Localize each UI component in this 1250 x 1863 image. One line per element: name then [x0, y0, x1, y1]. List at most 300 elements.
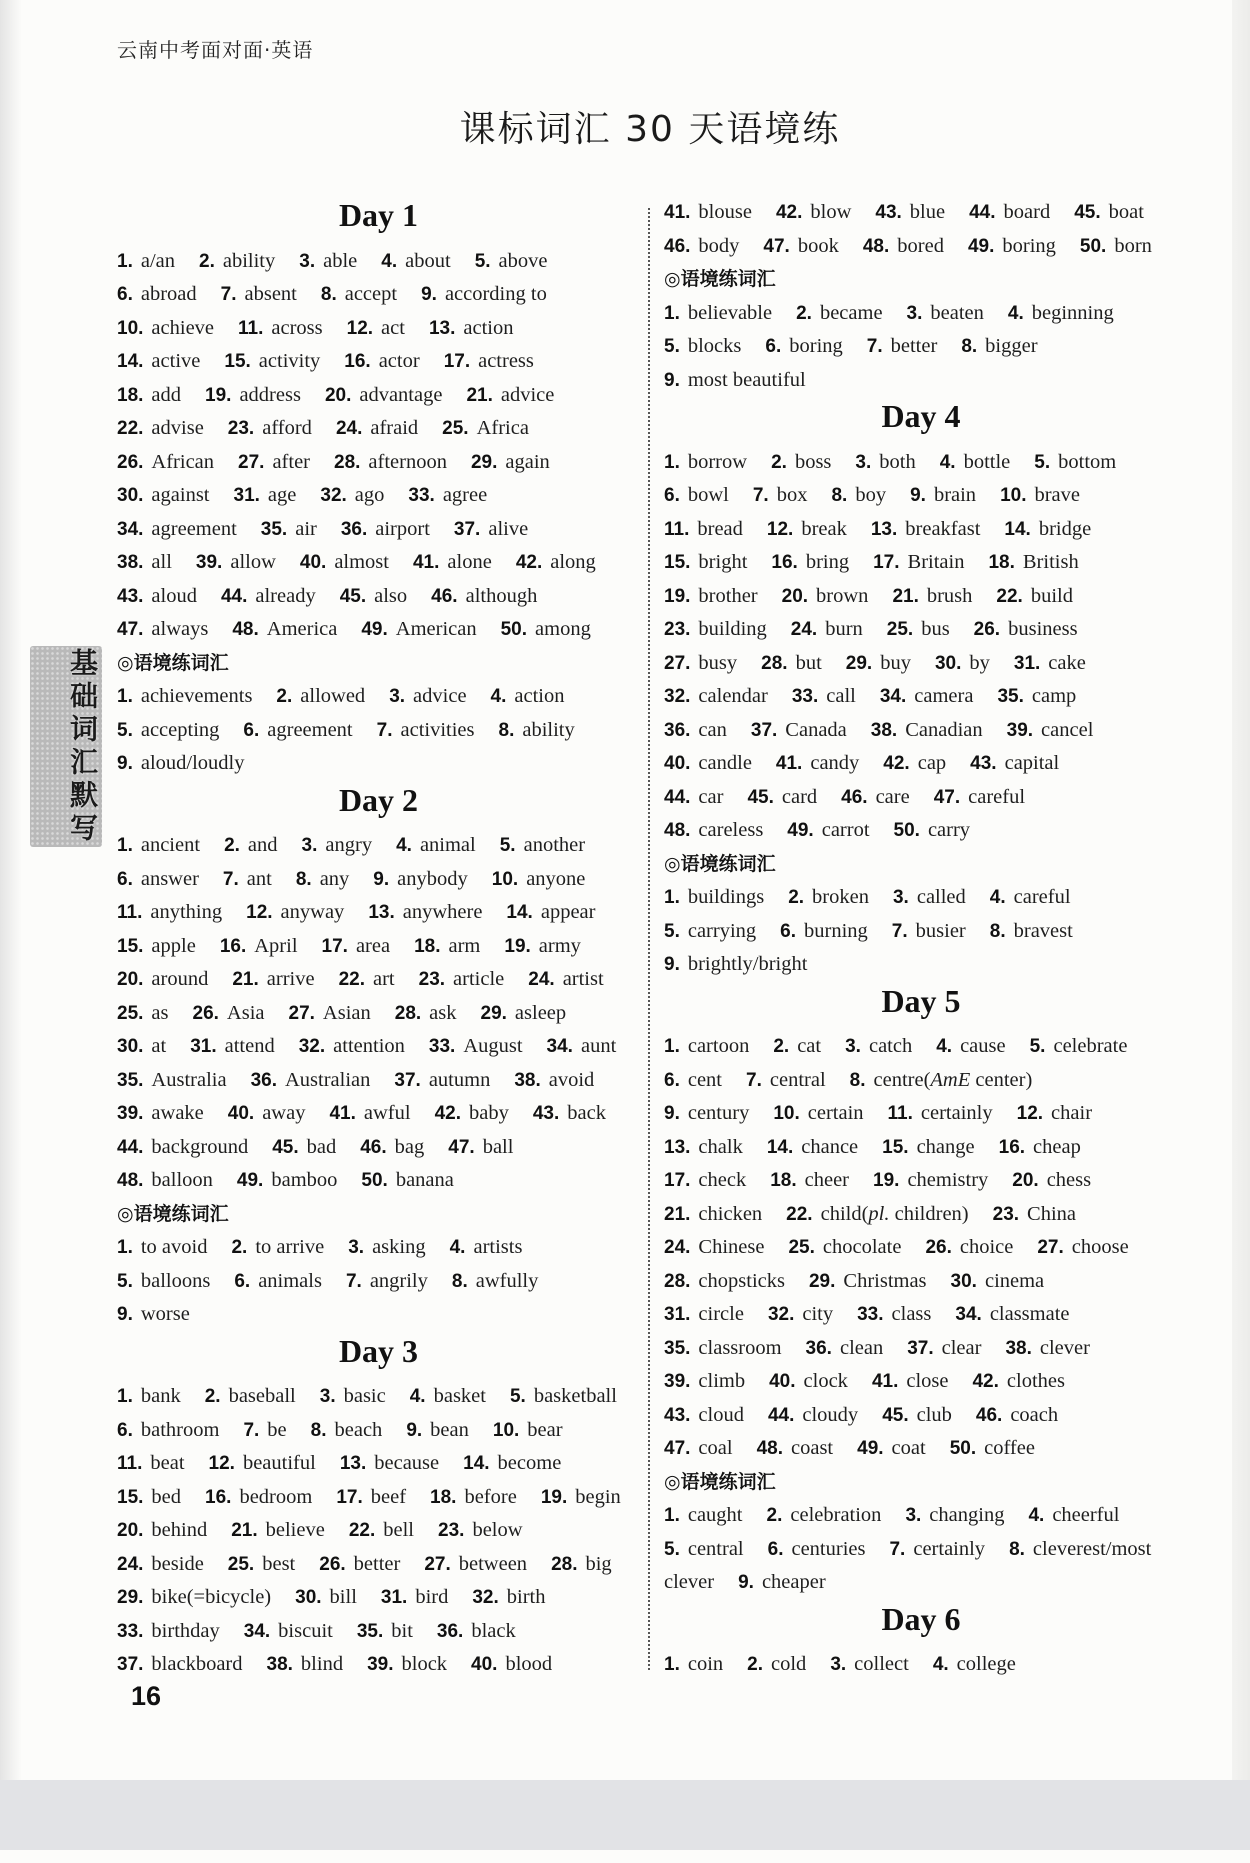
item-number: 3.	[855, 451, 872, 473]
item-number: 19.	[540, 1486, 568, 1508]
vocab-item	[940, 447, 1011, 481]
vocab-item	[346, 1266, 428, 1300]
item-word: black	[471, 1619, 516, 1642]
item-number: 9.	[910, 485, 926, 506]
item-word: coffee	[984, 1437, 1035, 1459]
item-number: 23.	[418, 969, 446, 990]
item-number: 10.	[492, 1419, 520, 1441]
item-word: bag	[394, 1135, 425, 1158]
item-number: 18.	[117, 384, 144, 406]
item-word: America	[266, 618, 338, 640]
item-word: balloons	[140, 1269, 211, 1292]
item-word: artists	[473, 1236, 523, 1258]
vocab-item	[117, 313, 214, 347]
item-number: 25.	[442, 418, 469, 439]
item-number: 36.	[250, 1069, 277, 1091]
item-number: 3.	[348, 1237, 365, 1258]
vocab-item	[664, 1266, 785, 1300]
item-word: by	[969, 651, 990, 674]
vocab-item	[776, 197, 851, 231]
vocab-item	[448, 1132, 513, 1166]
item-word: car	[698, 785, 724, 808]
item-number: 32.	[320, 485, 347, 506]
item-number: 11.	[664, 518, 690, 540]
item-word: animals	[258, 1269, 322, 1292]
item-word: coat	[891, 1437, 926, 1459]
page-number: 16	[131, 1681, 162, 1711]
item-word: agreement	[151, 517, 237, 540]
vocab-item	[344, 346, 419, 380]
item-word: class	[891, 1303, 932, 1325]
item-number: 24.	[335, 418, 363, 439]
item-number: 27.	[238, 451, 265, 473]
item-word: certainly	[913, 1537, 986, 1560]
vocab-item	[951, 1266, 1045, 1300]
item-word: bird	[415, 1586, 449, 1608]
vocab-item	[205, 1482, 312, 1516]
vocab-item	[406, 1415, 469, 1449]
item-word: certainly	[920, 1102, 993, 1124]
item-number: 7.	[891, 920, 908, 942]
vocab-row	[117, 1649, 640, 1683]
vocab-item	[349, 1515, 414, 1549]
item-word: most beautiful	[687, 368, 806, 391]
item-word: between	[458, 1552, 528, 1575]
vocab-item	[199, 246, 275, 280]
item-number: 10.	[117, 317, 144, 339]
item-number: 10.	[1000, 485, 1027, 506]
item-word: chalk	[698, 1135, 743, 1158]
item-word: blow	[810, 201, 852, 223]
vocab-row	[664, 681, 1178, 715]
item-word: August	[463, 1035, 523, 1057]
item-word: boat	[1108, 201, 1144, 223]
item-word: bank	[140, 1385, 181, 1407]
item-word: before	[464, 1485, 517, 1508]
item-number: 47.	[448, 1136, 475, 1158]
item-word: cartoon	[687, 1035, 750, 1057]
vocab-row	[117, 964, 640, 998]
item-number: 18.	[988, 552, 1015, 573]
item-word: both	[879, 450, 916, 473]
item-word: birth	[506, 1586, 546, 1608]
vocab-item	[872, 1366, 949, 1400]
item-word: brightly/bright	[687, 953, 808, 975]
vocab-item	[997, 681, 1076, 715]
item-number: 15.	[664, 552, 691, 573]
item-word: clean	[839, 1336, 884, 1359]
vocab-item	[664, 782, 723, 816]
item-number: 4.	[1007, 302, 1024, 324]
item-number: 5.	[509, 1386, 526, 1407]
item-word: better	[353, 1552, 401, 1575]
item-number: 11.	[238, 317, 264, 339]
item-word: blue	[909, 201, 946, 223]
item-number: 31.	[190, 1036, 217, 1057]
item-number: 2.	[771, 451, 787, 473]
vocab-item	[768, 1299, 833, 1333]
item-number: 45.	[272, 1136, 299, 1158]
item-number: 47.	[933, 786, 961, 808]
item-number: 13.	[664, 1136, 691, 1158]
item-word: according to	[444, 283, 547, 305]
vocab-item	[450, 1232, 523, 1266]
item-number: 29.	[117, 1587, 144, 1608]
item-word: Canada	[785, 718, 847, 741]
vocab-item	[763, 231, 838, 265]
vocab-item	[299, 1031, 405, 1065]
item-number: 2.	[766, 1505, 783, 1526]
item-number: 41.	[871, 1371, 899, 1392]
item-number: 47.	[117, 619, 144, 640]
context-practice-heading: ◎语境练词汇	[664, 1470, 776, 1493]
vocab-item	[1080, 231, 1152, 265]
item-word-italic: pl.	[868, 1202, 890, 1225]
item-word: collect	[854, 1653, 909, 1675]
vocab-item	[664, 514, 743, 548]
item-word: cat	[797, 1035, 822, 1057]
item-word: brain	[933, 484, 977, 506]
item-word: because	[374, 1452, 440, 1474]
vocab-item	[893, 882, 966, 916]
item-word: Canadian	[905, 718, 983, 741]
item-word: bedroom	[239, 1485, 313, 1508]
vocab-item	[664, 916, 756, 950]
vocab-item	[117, 447, 214, 481]
item-number: 3.	[299, 250, 316, 272]
item-word: brave	[1034, 484, 1081, 506]
vocab-item	[334, 447, 447, 481]
vocab-item	[888, 1098, 993, 1132]
vocab-item	[933, 1649, 1016, 1683]
vocab-item	[664, 748, 752, 782]
vocab-item	[880, 681, 974, 715]
item-number: 43.	[532, 1103, 560, 1124]
vocab-item	[117, 1132, 248, 1166]
item-word: basket	[433, 1385, 486, 1407]
item-word: centre(	[873, 1068, 931, 1091]
item-word: camp	[1031, 685, 1077, 707]
vocab-item	[396, 830, 476, 864]
item-number: 39.	[367, 1654, 394, 1675]
vocab-item	[664, 231, 739, 265]
item-word: afford	[262, 417, 312, 439]
vocab-row	[664, 514, 1178, 548]
item-number: 41.	[412, 552, 440, 573]
item-number: 19.	[205, 384, 232, 406]
item-number: 3.	[845, 1036, 861, 1057]
item-word: clothes	[1006, 1370, 1065, 1392]
vocab-item	[1009, 1534, 1151, 1568]
vocab-item	[974, 614, 1078, 648]
vocab-item	[320, 1381, 386, 1415]
item-word: circle	[698, 1303, 744, 1325]
item-number: 3.	[319, 1386, 336, 1407]
item-number: 4.	[936, 1036, 953, 1057]
vocab-item	[767, 1500, 882, 1534]
item-number: 10.	[491, 868, 519, 890]
item-word: better	[890, 335, 938, 357]
vocab-item	[499, 715, 575, 749]
item-number: 45.	[747, 786, 774, 808]
item-number: 48.	[664, 820, 691, 841]
item-word: careful	[968, 785, 1026, 808]
vocab-item	[830, 1649, 909, 1683]
vocab-item	[289, 998, 371, 1032]
item-word: coin	[687, 1653, 724, 1675]
vocab-item	[117, 1031, 166, 1065]
item-word: around	[151, 968, 209, 990]
vocab-row	[664, 231, 1178, 265]
vocab-item	[413, 547, 492, 581]
item-word: to avoid	[140, 1236, 208, 1258]
item-word: China	[1027, 1202, 1077, 1225]
vocab-item	[664, 1433, 733, 1467]
item-word: burning	[804, 919, 868, 942]
item-number: 28.	[334, 451, 361, 473]
item-number: 18.	[414, 935, 441, 957]
item-number: 40.	[471, 1654, 498, 1675]
item-word: bigger	[985, 335, 1038, 357]
item-word: bowl	[687, 484, 729, 506]
vocab-row	[117, 1266, 640, 1300]
item-number: 14.	[1004, 518, 1031, 540]
item-number: 6.	[767, 1538, 784, 1560]
vocab-item	[117, 1098, 204, 1132]
item-word: bill	[329, 1586, 357, 1608]
vocab-item	[361, 1165, 453, 1199]
item-number: 35.	[117, 1069, 144, 1091]
item-number: 5.	[474, 250, 491, 272]
vocab-item	[993, 1199, 1076, 1233]
vocab-item	[348, 1232, 425, 1266]
vocab-item	[267, 1649, 344, 1683]
item-number: 50.	[361, 1170, 388, 1191]
vocab-item	[302, 830, 373, 864]
item-word: autumn	[428, 1068, 491, 1091]
item-number: 25.	[886, 619, 914, 640]
item-word: along	[550, 551, 596, 573]
item-word: agree	[442, 484, 488, 506]
vocab-row	[117, 413, 640, 447]
item-word: college	[956, 1653, 1016, 1675]
item-word: apple	[151, 934, 196, 957]
vocab-row	[117, 748, 640, 782]
item-word: climb	[698, 1370, 746, 1392]
vocab-item	[1037, 1232, 1128, 1266]
item-number: 50.	[1079, 235, 1107, 257]
vocab-item	[796, 298, 882, 332]
item-word: book	[797, 234, 839, 257]
item-word: actor	[378, 350, 420, 372]
item-number: 3.	[389, 686, 406, 707]
item-number: 9.	[664, 369, 680, 391]
item-word: clear	[941, 1336, 982, 1359]
item-word: catch	[868, 1035, 913, 1057]
item-word: beach	[334, 1418, 383, 1441]
item-number: 33.	[408, 485, 435, 506]
item-number: 45.	[882, 1404, 909, 1426]
item-word: another	[523, 834, 586, 856]
item-word: cheer	[804, 1169, 850, 1191]
vocab-row	[664, 480, 1178, 514]
vocab-item	[408, 480, 487, 514]
vocab-item	[424, 1549, 527, 1583]
item-number: 15.	[224, 351, 251, 372]
vocab-item	[322, 931, 391, 965]
item-number: 34.	[243, 1620, 271, 1642]
item-word: ability	[522, 718, 575, 741]
vocab-item	[910, 480, 976, 514]
item-number: 20.	[781, 585, 809, 607]
item-word: African	[151, 450, 215, 473]
vocab-item	[857, 1433, 926, 1467]
vocab-item	[321, 279, 397, 313]
item-word: celebrate	[1053, 1035, 1128, 1057]
vocab-row	[664, 1031, 1178, 1065]
vocab-row	[117, 581, 640, 615]
vocab-item	[395, 998, 457, 1032]
vocab-item	[117, 715, 219, 749]
item-number: 37.	[394, 1069, 421, 1091]
item-word: city	[802, 1303, 834, 1325]
item-word: asleep	[514, 1001, 567, 1024]
item-number: 1.	[664, 887, 680, 908]
item-word: activities	[400, 718, 475, 741]
item-number: 29.	[845, 652, 873, 674]
item-word: cancel	[1041, 718, 1094, 741]
item-number: 7.	[376, 719, 393, 741]
item-word: anywhere	[402, 901, 483, 923]
vocab-item	[889, 1534, 985, 1568]
vocab-item	[221, 581, 316, 615]
item-word: can	[698, 718, 727, 741]
item-word: became	[819, 301, 883, 324]
item-number: 29.	[480, 1002, 507, 1024]
vocab-item	[664, 1567, 714, 1601]
item-number: 20.	[1012, 1170, 1039, 1191]
vocab-item	[664, 1366, 745, 1400]
item-number: 34.	[955, 1304, 982, 1325]
vocab-row	[664, 815, 1178, 849]
item-number: 24.	[528, 969, 555, 990]
item-word: anyway	[280, 901, 345, 923]
vocab-item	[117, 748, 245, 782]
vocab-item	[234, 1266, 322, 1300]
vocab-item	[117, 1649, 243, 1683]
item-word: bored	[897, 234, 944, 257]
vocab-row	[664, 1165, 1178, 1199]
item-number: 28.	[551, 1553, 578, 1575]
item-word: buy	[880, 651, 911, 674]
item-number: 18.	[770, 1170, 797, 1191]
item-number: 2.	[747, 1654, 764, 1675]
item-number: 49.	[967, 235, 995, 257]
item-number: 8.	[320, 284, 337, 305]
item-number: 31.	[380, 1587, 408, 1608]
item-word: business	[1008, 618, 1078, 640]
item-word: club	[916, 1403, 952, 1426]
item-word: allow	[230, 551, 276, 573]
vocab-row	[664, 949, 1178, 983]
vocab-item	[251, 1065, 371, 1099]
item-word: ago	[354, 484, 385, 506]
item-word: biscuit	[278, 1619, 333, 1642]
vocab-row	[117, 864, 640, 898]
vocab-item	[419, 964, 505, 998]
item-word: balloon	[151, 1169, 213, 1191]
item-number: 25.	[117, 1002, 144, 1024]
item-word: aunt	[580, 1035, 617, 1057]
item-word: among	[535, 618, 591, 640]
item-number: 6.	[765, 336, 782, 357]
item-word: ask	[429, 1001, 457, 1024]
item-number: 5.	[664, 1538, 680, 1560]
day-heading: Day 1	[338, 197, 419, 233]
vocab-item	[272, 1132, 336, 1166]
vocab-item	[117, 1549, 204, 1583]
item-number: 50.	[500, 619, 528, 640]
item-word: beautiful	[242, 1452, 316, 1474]
item-word: choose	[1071, 1236, 1129, 1258]
item-word: absent	[244, 283, 297, 305]
item-word: arm	[448, 934, 481, 957]
vocab-item	[325, 380, 443, 414]
vocab-row	[664, 1132, 1178, 1166]
vocab-item	[664, 1649, 723, 1683]
vocab-row	[117, 830, 640, 864]
vocab-row	[664, 1649, 1178, 1683]
item-word: card	[781, 785, 818, 808]
vocab-row	[117, 1232, 640, 1266]
item-number: 11.	[117, 902, 143, 923]
item-number: 6.	[117, 1419, 133, 1441]
item-number: 32.	[298, 1036, 326, 1057]
item-number: 37.	[907, 1337, 934, 1359]
item-number: 49.	[787, 820, 814, 841]
vocab-item	[894, 815, 971, 849]
item-word: coast	[791, 1437, 834, 1459]
item-word: child(	[820, 1202, 869, 1225]
item-number: 2.	[204, 1386, 221, 1407]
item-number: 8.	[989, 920, 1006, 942]
item-number: 1.	[117, 250, 133, 272]
vocab-row	[664, 715, 1178, 749]
item-number: 30.	[117, 485, 144, 506]
vocab-item	[232, 614, 337, 648]
vocab-row	[117, 1415, 640, 1449]
item-number: 39.	[117, 1103, 144, 1124]
item-number: 1.	[664, 1654, 680, 1675]
item-word: abroad	[140, 283, 197, 305]
vocab-item	[238, 313, 323, 347]
item-number: 5.	[664, 336, 680, 357]
item-word: cheap	[1033, 1135, 1081, 1158]
item-number: 9.	[117, 753, 133, 774]
item-word: although	[465, 584, 538, 607]
item-number: 13.	[368, 902, 395, 923]
vocab-row	[664, 365, 1178, 399]
item-word: action	[463, 316, 514, 339]
vocab-item	[491, 681, 565, 715]
vocab-item	[664, 1031, 749, 1065]
item-word: air	[295, 517, 317, 540]
vocab-item	[1030, 1031, 1128, 1065]
item-number: 4.	[1028, 1505, 1045, 1526]
item-word: advantage	[359, 383, 443, 406]
item-word: blackboard	[151, 1653, 243, 1675]
vocab-item	[882, 1132, 974, 1166]
